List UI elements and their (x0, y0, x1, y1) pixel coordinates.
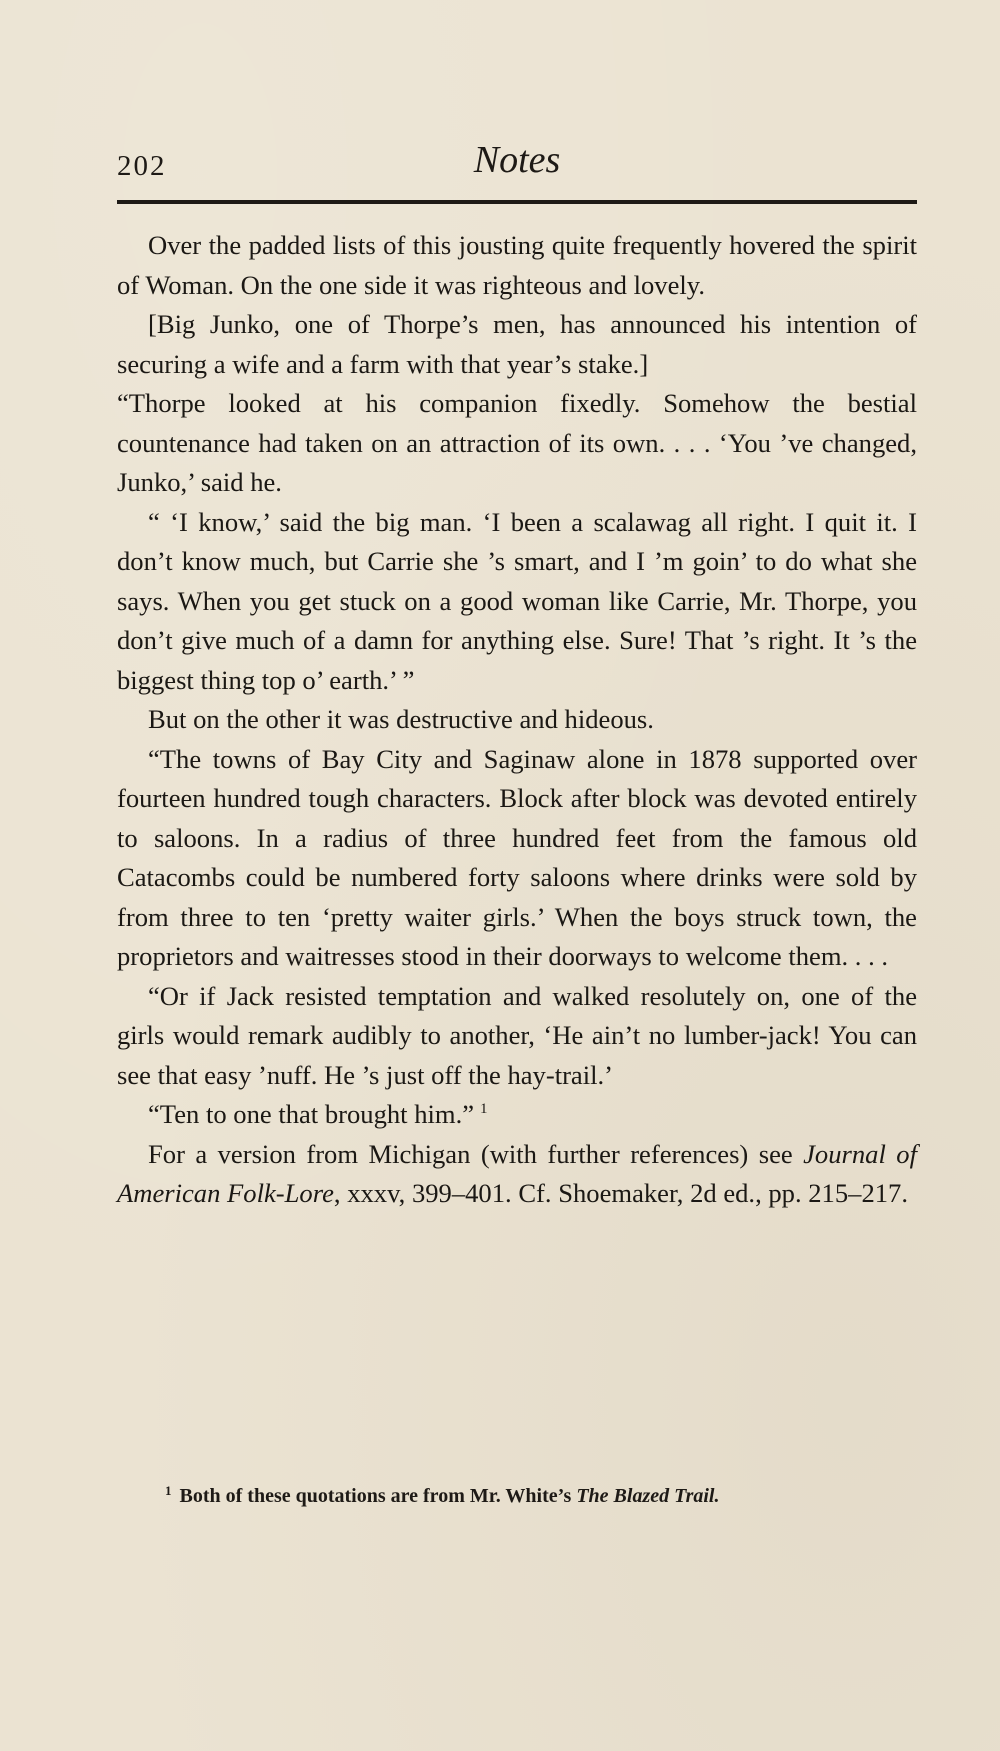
paragraph-5: But on the other it was destructive and hideous. (148, 704, 654, 734)
reference-rest: , xxxv, 399–401. Cf. Shoemaker, 2d ed., pp. 215–217. (333, 1178, 908, 1208)
paragraph-8 (117, 1095, 917, 1135)
body-text (117, 226, 917, 1214)
paragraph-3: “Thorpe looked at his companion fixedly. Somehow the bestial countenance had taken on an attraction of its own. . . . ‘You ’ve changed, Junko,’ said he. (117, 388, 917, 497)
paragraph-4: “ ‘I know,’ said the big man. ‘I been a scalawag all right. I quit it. I don’t know much, but Carrie she ’s smart, and I ’m goin’ to do what she says. When you get stuck on a good woman like Carrie, Mr. Thorpe, you don’t give much of a damn for anything else. Sure! That ’s right. It ’s the biggest thing top o’ earth.’ ” (117, 506, 917, 695)
footnote-reference-mark[interactable]: 1 (480, 1101, 488, 1117)
paragraph-2: [Big Junko, one of Thorpe’s men, has announced his intention of securing a wife and a farm with that year’s stake.] (117, 309, 917, 379)
footnote (165, 1477, 925, 1510)
page-header (117, 138, 917, 194)
footnote-book-title: The Blazed Trail. (576, 1485, 720, 1507)
reference-lead: For a version from Michigan (with further references) see (148, 1138, 793, 1169)
paragraph-6: “The towns of Bay City and Saginaw alone in 1878 supported over fourteen hundred tough characters. Block after block was devoted entirely to saloons. In a radius of three hundred feet from the famous old Catacombs could be numbered forty saloons where drinks were sold by from three to ten ‘pretty waiter girls.’ When the boys struck town, the proprietors and waitresses stood in their doorways to welcome them. . . . (117, 743, 917, 971)
footnote-marker: 1 (165, 1483, 172, 1498)
footnote-text: Both of these quotations are from Mr. White’s (179, 1485, 572, 1507)
paragraph-8-text: “Ten to one that brought him.” (148, 1099, 475, 1129)
journal-title: Journal of American Folk-Lore (117, 1138, 917, 1208)
running-head: Notes (473, 139, 561, 181)
paragraph-1: Over the padded lists of this jousting quite frequently hovered the spirit of Woman. On the one side it was righteous and lovely. (117, 230, 917, 300)
reference-paragraph (117, 1135, 917, 1214)
paragraph-7: “Or if Jack resisted temptation and walked resolutely on, one of the girls would remark audibly to another, ‘He ain’t no lumber-jack! You can see that easy ’nuff. He ’s just off the hay-trail.’ (117, 980, 917, 1090)
page-number: 202 (117, 150, 167, 182)
header-rule (117, 200, 917, 204)
